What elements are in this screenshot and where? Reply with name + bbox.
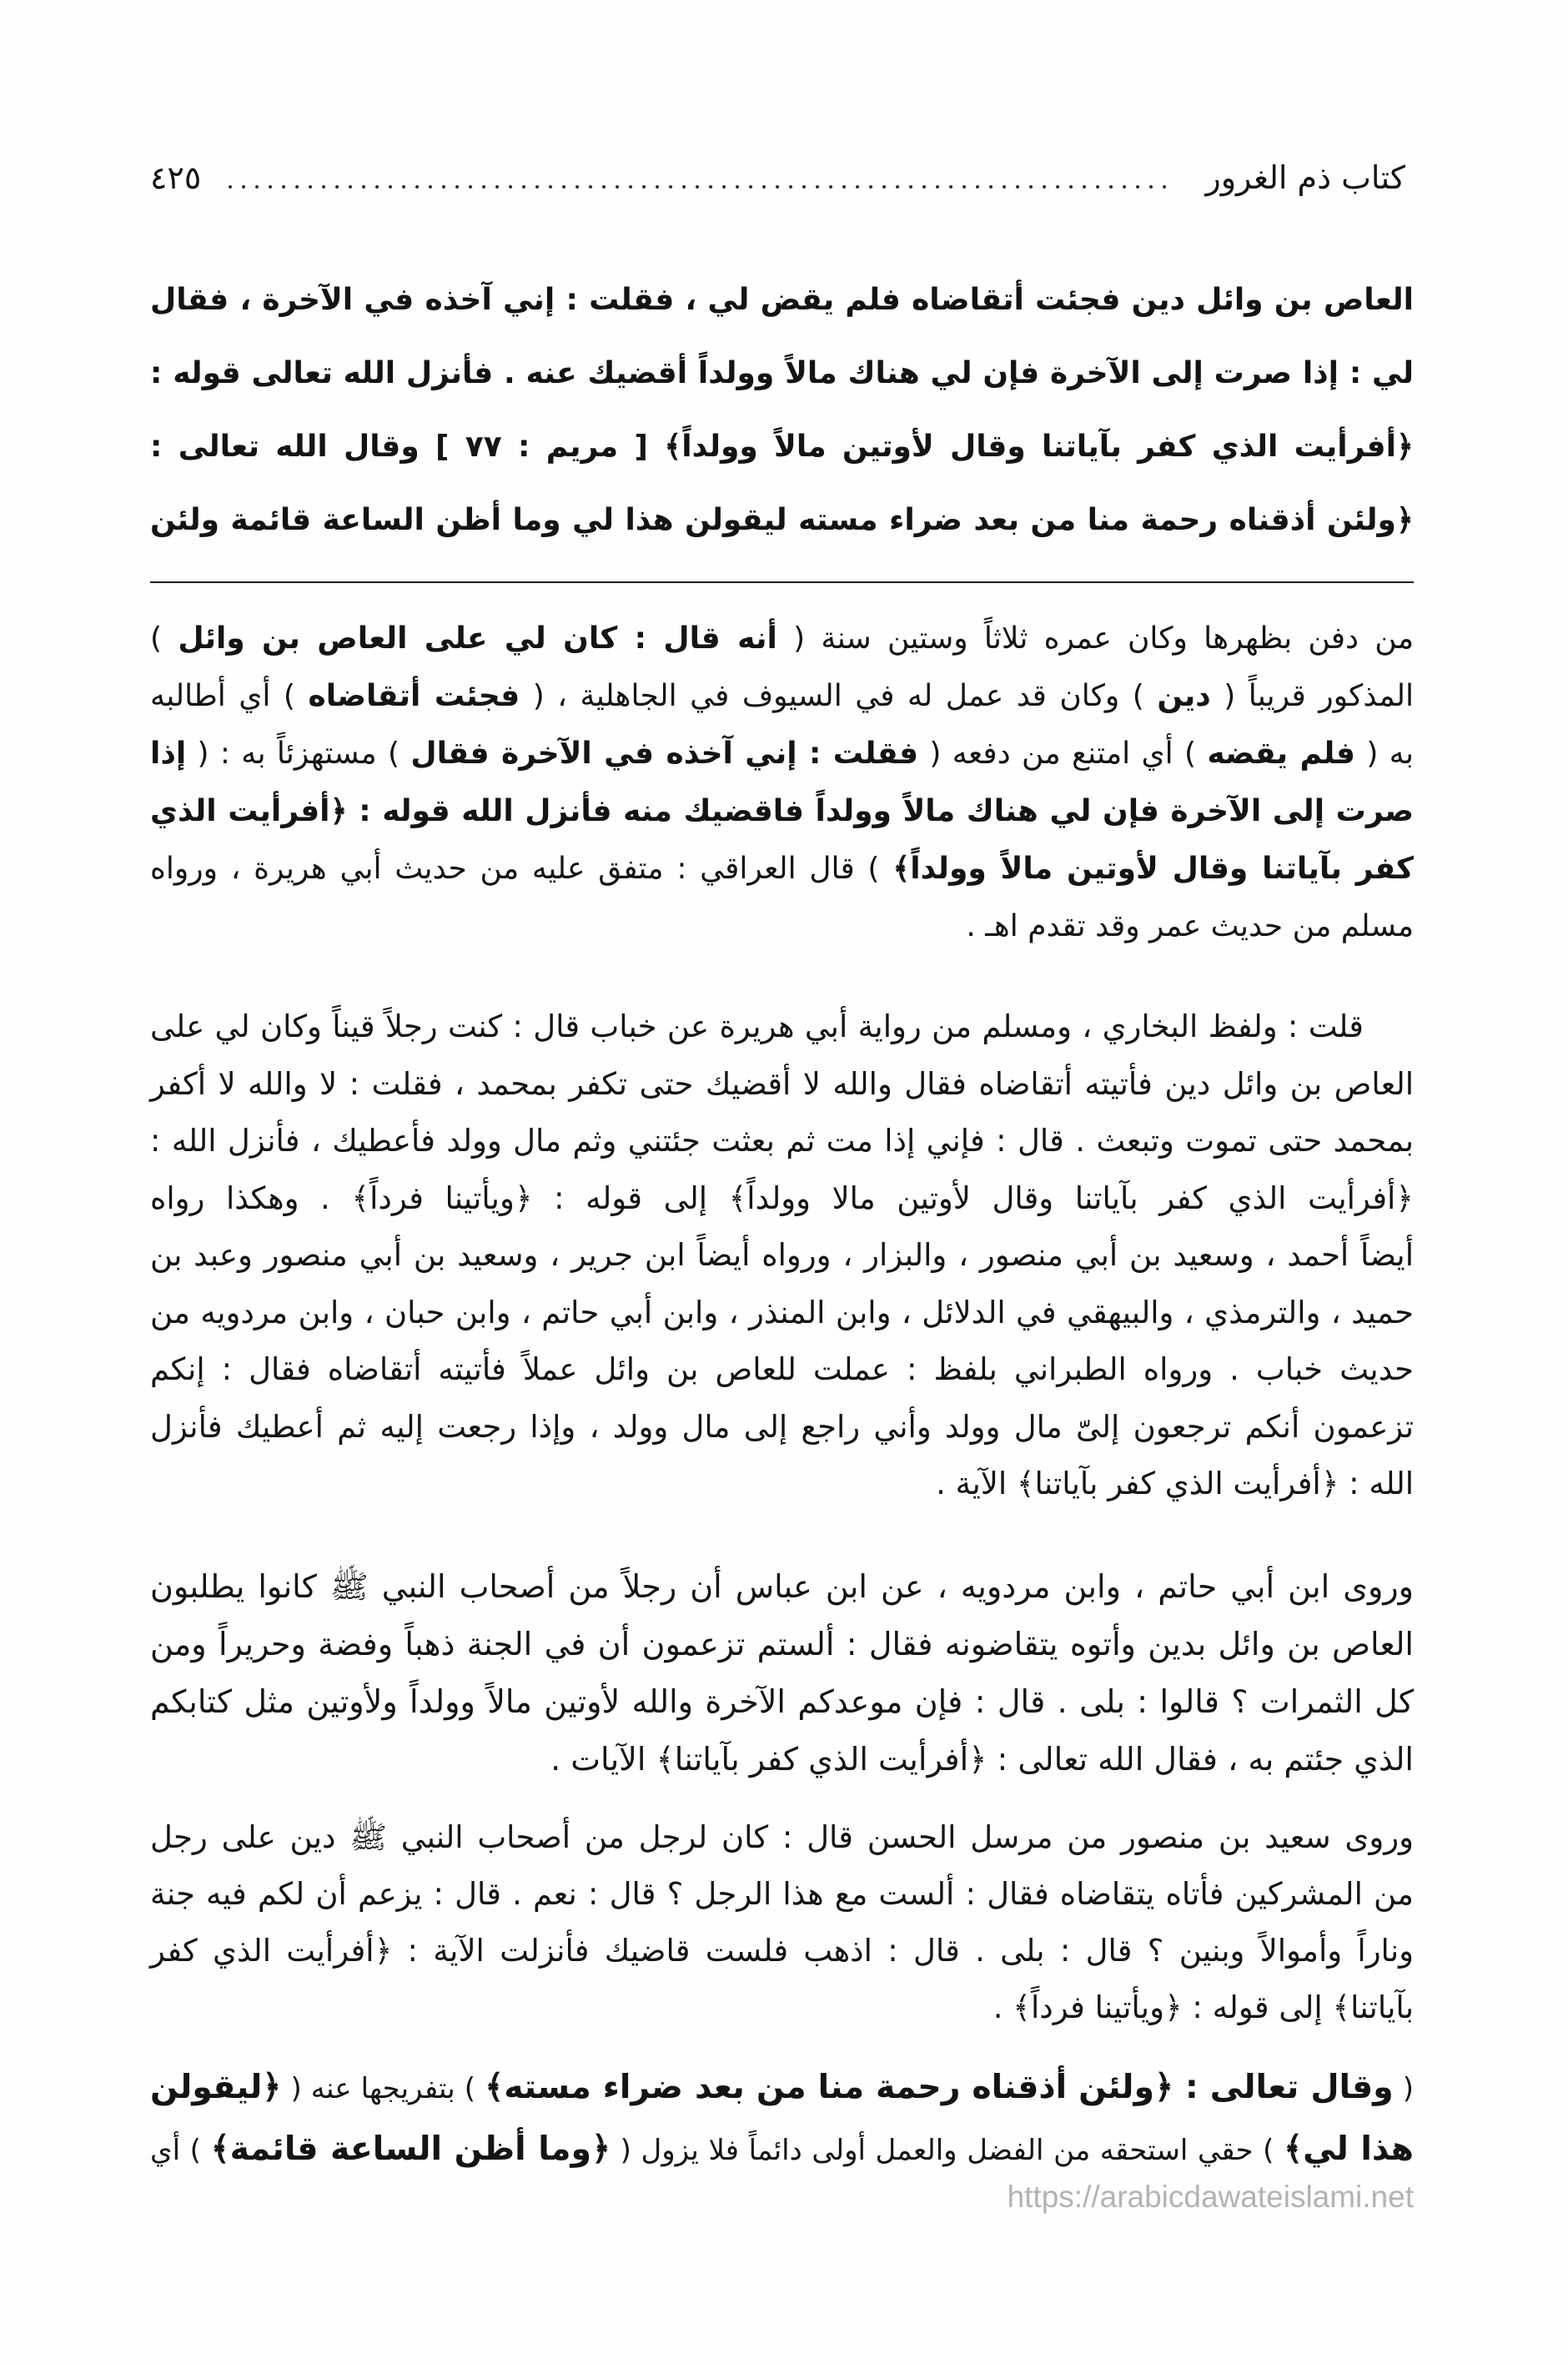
text-run: من دفن بظهرها وكان عمره ثلاثاً وستين سنة (	[776, 621, 1414, 656]
text-run: ) مستهزئاً به : (	[186, 737, 411, 771]
text-run: قلت : ولفظ البخاري ، ومسلم من رواية أبي هريرة عن خباب قال : كنت رجلاً قيناً وكان لي على	[150, 1008, 1364, 1044]
text-line	[150, 1616, 1414, 1673]
running-header	[150, 157, 1405, 199]
text-run: ) حقي استحقه من الفضل والعمل أولى دائماً فلا يزول (	[611, 2134, 1284, 2167]
text-run: المذكور قريباً (	[1210, 679, 1414, 713]
text-line: العاص بن وائل دين فجئت أتقاضاه فلم يقض لي ، فقلت : إني آخذه في الآخرة ، فقال	[150, 283, 1414, 317]
text-run: بآياتنا﴾ إلى قوله : ﴿ويأتينا فرداً﴾ .	[993, 1989, 1414, 2025]
text-line	[150, 2119, 1414, 2180]
running-title: كتاب ذم الغرور	[1205, 159, 1405, 196]
text-line	[150, 1558, 1414, 1616]
text-line	[150, 1170, 1414, 1228]
text-line	[150, 998, 1414, 1056]
page-number: ٤٢٥	[150, 159, 202, 196]
text-run: حديث خباب . ورواه الطبراني بلفظ : عملت للعاص بن وائل عملاً فأتيته أتقاضاه فقال : إنكم	[150, 1351, 1414, 1387]
text-line: ﴿أفرأيت الذي كفر بآياتنا وقال لأوتين مالاً وولداً﴾ [ مريم : ٧٧ ] وقال الله تعالى :	[150, 430, 1415, 464]
text-run: كل الثمرات ؟ قالوا : بلى . قال : فإن موعدكم الآخرة والله لأوتين مالاً وولداً ولأوتين مثل كتابكم	[150, 1683, 1414, 1720]
text-run: (	[1393, 2072, 1415, 2105]
bold-text-run: وقال تعالى : ﴿ولئن أذقناه رحمة منا من بعد ضراء مسته﴾	[485, 2068, 1394, 2106]
text-line	[150, 1923, 1414, 1979]
text-run: ) بتفريجها عنه (	[281, 2072, 485, 2105]
text-line: ﴿ولئن أذقناه رحمة منا من بعد ضراء مسته ليقولن هذا لي وما أظن الساعة قائمة ولئن	[150, 503, 1414, 537]
text-line	[150, 1866, 1414, 1923]
commentary-paragraph-5	[150, 2057, 1414, 2180]
text-run: الذي جئتم به ، فقال الله تعالى : ﴿أفرأيت الذي كفر بآياتنا﴾ الآيات .	[550, 1741, 1414, 1778]
commentary-paragraph-1	[150, 610, 1414, 955]
text-line	[150, 1673, 1414, 1731]
text-line	[150, 1731, 1414, 1788]
text-run: )	[150, 621, 178, 656]
text-line	[150, 1056, 1414, 1114]
text-line	[150, 1113, 1414, 1170]
text-run: به (	[1355, 737, 1415, 771]
text-run: أيضاً أحمد ، وسعيد بن أبي منصور ، والبزار ، ورواه أيضاً ابن جرير ، وسعيد بن أبي منصور وعبد بن	[150, 1237, 1414, 1273]
text-line	[150, 782, 1414, 840]
watermark-url: https://arabicdawateislami.net	[1007, 2180, 1414, 2214]
text-run: تزعمون أنكم ترجعون إلىّ مال وولد وأني راجع إلى مال وولد ، وإذا رجعت إليه ثم أعطيك فأنزل	[150, 1408, 1414, 1445]
text-run: بمحمد حتى تموت وتبعث . قال : فإني إذا مت ثم بعثت جئتني وثم مال وولد فأعطيك ، فأنزل الله :	[150, 1123, 1414, 1159]
text-line	[150, 1809, 1414, 1866]
text-run: مسلم من حديث عمر وقد تقدم اهـ .	[966, 909, 1414, 943]
main-text-block	[150, 264, 1414, 557]
bold-text-run: صرت إلى الآخرة فإن لي هناك مالاً وولداً فاقضيك منه فأنزل الله قوله : ﴿أفرأيت الذي	[150, 794, 1414, 828]
text-run: العاص بن وائل دين فأتيته أتقاضاه فقال والله لا أقضيك حتى تكفر بمحمد ، فقلت : لا والله لا أكفر	[150, 1065, 1414, 1102]
commentary-paragraph-2	[150, 998, 1414, 1513]
text-run: حميد ، والترمذي ، والبيهقي في الدلائل ، وابن المنذر ، وابن أبي حاتم ، وابن حبان ، وابن مردويه من	[150, 1294, 1414, 1330]
commentary-paragraph-4	[150, 1809, 1414, 2036]
text-line	[150, 2057, 1414, 2119]
bold-text-run: ﴿ليقولن	[150, 2068, 282, 2106]
text-run: ) أي	[150, 2134, 211, 2167]
text-run: من المشركين فأتاه يتقاضاه فقال : ألست مع هذا الرجل ؟ قال : نعم . قال : يزعم أن لكم فيه جنة	[150, 1876, 1414, 1912]
text-line	[150, 1227, 1414, 1285]
bold-text-run: كفر بآياتنا وقال لأوتين مالاً وولداً﴾	[892, 852, 1414, 886]
bold-text-run: فلم يقضه	[1207, 737, 1355, 771]
text-line	[150, 667, 1414, 725]
bold-text-run: فجئت أتقاضاه	[308, 679, 520, 713]
text-line	[150, 1456, 1414, 1513]
text-run: وناراً وأموالاً وبنين ؟ قال : بلى . قال : اذهب فلست قاضيك فأنزلت الآية : ﴿أفرأيت الذي كفر	[150, 1933, 1414, 1969]
footnote-separator-rule	[150, 581, 1414, 583]
text-line	[150, 610, 1414, 667]
text-run: وروى ابن أبي حاتم ، وابن مردويه ، عن ابن عباس أن رجلاً من أصحاب النبي ﷺ كانوا يطلبون	[150, 1568, 1414, 1605]
bold-text-run: ﴿وما أظن الساعة قائمة﴾	[210, 2130, 611, 2168]
text-line	[150, 1341, 1414, 1399]
bold-text-run: فقلت : إني آخذه في الآخرة فقال	[410, 737, 919, 771]
text-line	[150, 725, 1414, 782]
text-line	[150, 840, 1414, 898]
text-run: ) أي امتنع من دفعه (	[918, 737, 1208, 771]
text-line: لي : إذا صرت إلى الآخرة فإن لي هناك مالاً وولداً أقضيك عنه . فأنزل الله تعالى قوله :	[150, 356, 1414, 390]
text-run: ) وكان قد عمل له في السيوف في الجاهلية ، (	[520, 679, 1158, 713]
text-run: الله : ﴿أفرأيت الذي كفر بآياتنا﴾ الآية .	[936, 1466, 1414, 1501]
text-run: وروى سعيد بن منصور من مرسل الحسن قال : كان لرجل من أصحاب النبي ﷺ دين على رجل	[150, 1819, 1414, 1855]
bold-text-run: إذا	[150, 737, 187, 771]
bold-text-run: دين	[1157, 679, 1211, 713]
text-line	[150, 898, 1414, 955]
text-line	[150, 1399, 1414, 1456]
dotted-leader	[219, 184, 1175, 190]
text-line	[150, 1979, 1414, 2036]
commentary-paragraph-3	[150, 1558, 1414, 1788]
text-run: ) أي أطالبه	[150, 679, 309, 713]
bold-text-run: أنه قال : كان لي على العاص بن وائل	[178, 621, 777, 656]
text-run: العاص بن وائل بدين وأتوه يتقاضونه فقال : ألستم تزعمون أن في الجنة ذهباً وفضة وحريراً ومن	[150, 1626, 1414, 1662]
text-line	[150, 1285, 1414, 1342]
text-run: ) قال العراقي : متفق عليه من حديث أبي هريرة ، ورواه	[150, 852, 893, 886]
text-run: ﴿أفرأيت الذي كفر بآياتنا وقال لأوتين مالا وولداً﴾ إلى قوله : ﴿ويأتينا فرداً﴾ . وهكذا رواه	[150, 1179, 1414, 1216]
bold-text-run: هذا لي﴾	[1284, 2130, 1414, 2168]
